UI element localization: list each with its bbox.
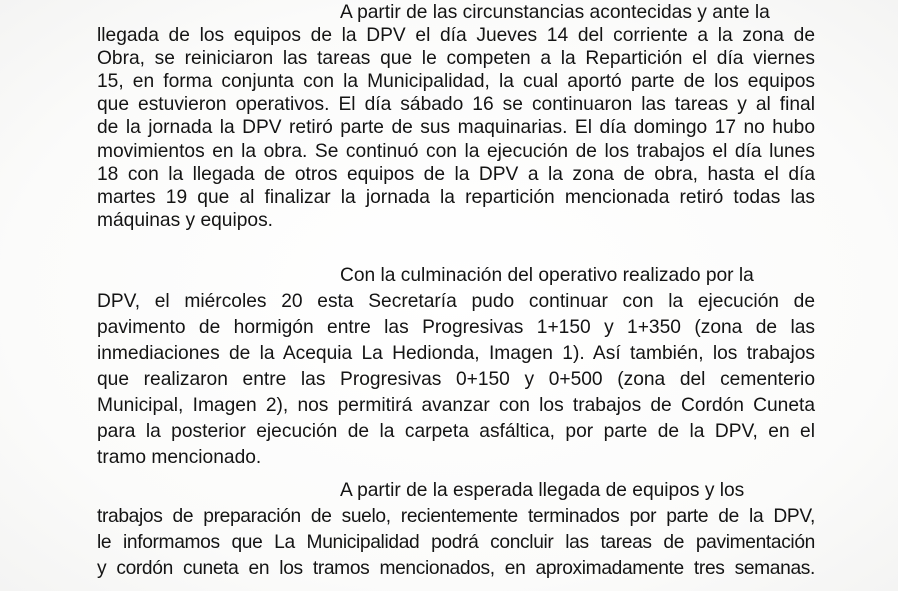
text-line: le informamos que La Municipalidad podrá concluir las tareas de pavimentación <box>97 532 815 553</box>
text-line: A partir de la esperada llegada de equipos y los <box>340 480 745 501</box>
text-line: trabajos de preparación de suelo, recientemente terminados por parte de la DPV, <box>97 506 815 527</box>
text-line: máquinas y equipos. <box>97 210 273 231</box>
text-line: movimientos en la obra. Se continuó con la ejecución de los trabajos el día lunes <box>97 141 815 162</box>
text-line: Obra, se reiniciaron las tareas que le competen a la Repartición el día viernes <box>97 48 815 69</box>
text-line: tramo mencionado. <box>97 447 262 468</box>
text-line: A partir de las circunstancias acontecidas y ante la <box>340 2 770 23</box>
text-line: martes 19 que al finalizar la jornada la repartición mencionada retiró todas las <box>97 187 815 208</box>
text-line: y cordón cuneta en los tramos mencionados, en aproximadamente tres semanas. <box>97 558 815 579</box>
text-line: de la jornada la DPV retiró parte de sus maquinarias. El día domingo 17 no hubo <box>97 117 815 138</box>
text-line: para la posterior ejecución de la carpeta asfáltica, por parte de la DPV, en el <box>97 421 815 442</box>
text-line: Con la culminación del operativo realizado por la <box>340 265 754 286</box>
text-line: 18 con la llegada de otros equipos de la DPV a la zona de obra, hasta el día <box>97 164 815 185</box>
text-line: que estuvieron operativos. El día sábado 16 se continuaron las tareas y al final <box>97 94 815 115</box>
text-line: DPV, el miércoles 20 esta Secretaría pudo continuar con la ejecución de <box>97 291 815 312</box>
text-line: Municipal, Imagen 2), nos permitirá avanzar con los trabajos de Cordón Cuneta <box>97 395 815 416</box>
text-line: 15, en forma conjunta con la Municipalidad, la cual aportó parte de los equipos <box>97 71 815 92</box>
text-line: inmediaciones de la Acequia La Hedionda, Imagen 1). Así también, los trabajos <box>97 343 815 364</box>
text-line: pavimento de hormigón entre las Progresivas 1+150 y 1+350 (zona de las <box>97 317 815 338</box>
text-line: que realizaron entre las Progresivas 0+150 y 0+500 (zona del cementerio <box>97 369 815 390</box>
text-line: llegada de los equipos de la DPV el día Jueves 14 del corriente a la zona de <box>97 25 815 46</box>
